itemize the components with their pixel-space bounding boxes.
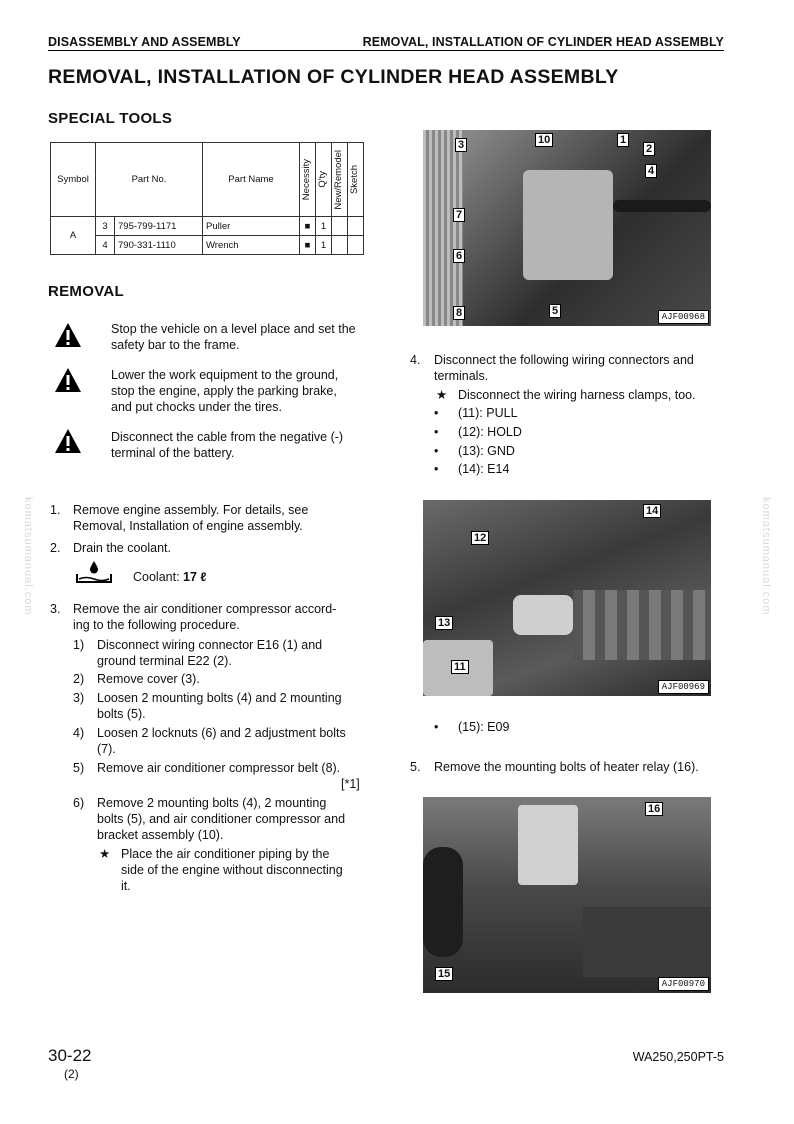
cell-num: 3 bbox=[96, 217, 115, 236]
col-necessity: Necessity bbox=[301, 158, 312, 201]
callout-5: 5 bbox=[549, 304, 561, 318]
substep-num: 6) bbox=[73, 796, 85, 810]
callout-4: 4 bbox=[645, 164, 657, 178]
substep-line: Loosen 2 locknuts (6) and 2 adjustment bolts bbox=[97, 726, 346, 740]
substep-num: 5) bbox=[73, 761, 85, 775]
reference-mark: [*1] bbox=[341, 777, 360, 791]
substep-line: (7). bbox=[97, 742, 116, 756]
col-new-remodel: New/Remodel bbox=[333, 149, 344, 210]
callout-14: 14 bbox=[643, 504, 661, 518]
substep-line: Remove cover (3). bbox=[97, 672, 200, 686]
compressor-bracket bbox=[523, 170, 613, 280]
photo-compressor bbox=[423, 130, 711, 326]
bracket bbox=[518, 805, 578, 885]
substep-line: Disconnect wiring connector E16 (1) and bbox=[97, 638, 323, 652]
watermark-right: komatsumanual.com bbox=[760, 497, 772, 616]
page-number: 30-22 bbox=[48, 1046, 92, 1065]
cell-part-name: Wrench bbox=[203, 236, 300, 255]
col-part-name: Part Name bbox=[203, 143, 300, 217]
substep-num: 3) bbox=[73, 691, 85, 705]
bullet-icon: • bbox=[434, 425, 439, 439]
step-3-line-2: ing to the following procedure. bbox=[73, 618, 240, 632]
col-sketch: Sketch bbox=[349, 164, 360, 195]
cell-num: 4 bbox=[96, 236, 115, 255]
warning-text-3: Disconnect the cable from the negative (-) terminal of the battery. bbox=[111, 430, 344, 460]
callout-13: 13 bbox=[435, 616, 453, 630]
star-note-line: Place the air conditioner piping by the bbox=[121, 847, 330, 861]
callout-8: 8 bbox=[453, 306, 465, 320]
bullet-icon: • bbox=[434, 720, 439, 734]
callout-7: 7 bbox=[453, 208, 465, 222]
bullet-icon: • bbox=[434, 462, 439, 476]
col-symbol: Symbol bbox=[51, 143, 96, 217]
bullet-11: (11): PULL bbox=[458, 406, 518, 420]
step-4-num: 4. bbox=[410, 353, 421, 367]
step-5-num: 5. bbox=[410, 760, 421, 774]
star-note-line: side of the engine without disconnecting bbox=[121, 863, 343, 877]
photo-heater-relay bbox=[423, 797, 711, 993]
bullet-15: (15): E09 bbox=[458, 720, 510, 734]
injection-pump bbox=[573, 590, 711, 660]
substep-num: 1) bbox=[73, 638, 85, 652]
substep-num: 4) bbox=[73, 726, 85, 740]
callout-2: 2 bbox=[643, 142, 655, 156]
cell-sketch bbox=[348, 217, 364, 236]
callout-10: 10 bbox=[535, 133, 553, 147]
coolant-line bbox=[133, 569, 207, 585]
relay-component bbox=[513, 595, 573, 635]
cell-new-remodel bbox=[332, 236, 348, 255]
cell-part-no: 795-799-1171 bbox=[115, 217, 203, 236]
hose bbox=[613, 200, 711, 212]
warning-icon bbox=[54, 367, 82, 393]
step-4-line: terminals. bbox=[434, 369, 489, 383]
photo-wiring bbox=[423, 500, 711, 696]
table-header-row bbox=[51, 143, 364, 217]
substep-line: bolts (5), and air conditioner compressor and bbox=[97, 812, 346, 826]
bullet-14: (14): E14 bbox=[458, 462, 510, 476]
step-4-line: Disconnect the following wiring connectors and bbox=[434, 353, 694, 367]
callout-1: 1 bbox=[617, 133, 629, 147]
header-rule bbox=[48, 50, 724, 51]
warning-text-1: Stop the vehicle on a level place and set the safety bar to the frame. bbox=[111, 322, 356, 352]
watermark-left: komatsumanual.com bbox=[22, 497, 34, 616]
cell-part-name: Puller bbox=[203, 217, 300, 236]
star-icon: ★ bbox=[99, 847, 111, 861]
warning-icon bbox=[54, 428, 82, 454]
step-1-line-1: Remove engine assembly. For details, see bbox=[73, 503, 309, 517]
cell-necessity: ■ bbox=[300, 217, 316, 236]
photo-code: AJF00969 bbox=[658, 680, 709, 694]
col-part-no: Part No. bbox=[96, 143, 203, 217]
bullet-icon: • bbox=[434, 406, 439, 420]
callout-6: 6 bbox=[453, 249, 465, 263]
cell-sketch bbox=[348, 236, 364, 255]
removal-heading: REMOVAL bbox=[48, 283, 124, 300]
substep-line: bolts (5). bbox=[97, 707, 146, 721]
col-qty: Q'ty bbox=[317, 171, 328, 188]
callout-11: 11 bbox=[451, 660, 469, 674]
star-icon: ★ bbox=[436, 388, 448, 402]
callout-3: 3 bbox=[455, 138, 467, 152]
model-number: WA250,250PT-5 bbox=[632, 1050, 724, 1064]
table-row bbox=[51, 236, 364, 255]
step-1-line-2: Removal, Installation of engine assembly. bbox=[73, 519, 303, 533]
step-3-line-1: Remove the air conditioner compressor accord- bbox=[73, 602, 337, 616]
cell-new-remodel bbox=[332, 217, 348, 236]
substep-line: bracket assembly (10). bbox=[97, 828, 224, 842]
special-tools-table bbox=[50, 142, 364, 255]
coolant-value: 17 ℓ bbox=[183, 570, 207, 584]
cell-symbol: A bbox=[51, 217, 96, 255]
step-5-text: Remove the mounting bolts of heater relay (16). bbox=[434, 760, 699, 774]
substep-num: 2) bbox=[73, 672, 85, 686]
coolant-label: Coolant: bbox=[133, 570, 184, 584]
header-right: REMOVAL, INSTALLATION OF CYLINDER HEAD ASSEMBLY bbox=[362, 35, 724, 49]
radiator-fins bbox=[423, 130, 463, 326]
page-title: REMOVAL, INSTALLATION OF CYLINDER HEAD ASSEMBLY bbox=[48, 66, 619, 88]
step-2-num: 2. bbox=[50, 541, 61, 555]
star-note-line: it. bbox=[121, 879, 131, 893]
step-4-star-note: Disconnect the wiring harness clamps, too. bbox=[458, 388, 696, 402]
cell-part-no: 790-331-1110 bbox=[115, 236, 203, 255]
step-1-num: 1. bbox=[50, 503, 61, 517]
photo-code: AJF00970 bbox=[658, 977, 709, 991]
intake-hose bbox=[423, 847, 463, 957]
engine-block bbox=[583, 907, 711, 977]
step-3-num: 3. bbox=[50, 602, 61, 616]
substep-line: Remove 2 mounting bolts (4), 2 mounting bbox=[97, 796, 327, 810]
step-2-text: Drain the coolant. bbox=[73, 541, 171, 555]
cell-qty: 1 bbox=[316, 217, 332, 236]
callout-15: 15 bbox=[435, 967, 453, 981]
bullet-icon: • bbox=[434, 444, 439, 458]
cell-qty: 1 bbox=[316, 236, 332, 255]
callout-16: 16 bbox=[645, 802, 663, 816]
warning-icon bbox=[54, 322, 82, 348]
callout-12: 12 bbox=[471, 531, 489, 545]
special-tools-heading: SPECIAL TOOLS bbox=[48, 110, 173, 127]
substep-line: Loosen 2 mounting bolts (4) and 2 mounting bbox=[97, 691, 342, 705]
bullet-13: (13): GND bbox=[458, 444, 515, 458]
table-row bbox=[51, 217, 364, 236]
coolant-drain-icon bbox=[74, 560, 114, 586]
header-left: DISASSEMBLY AND ASSEMBLY bbox=[48, 35, 241, 49]
page-sub: (2) bbox=[64, 1067, 79, 1081]
cell-necessity: ■ bbox=[300, 236, 316, 255]
bullet-12: (12): HOLD bbox=[458, 425, 522, 439]
substep-line: Remove air conditioner compressor belt (8). bbox=[97, 761, 341, 775]
warning-text-2: Lower the work equipment to the ground, stop the engine, apply the parking brake, and put chocks under the tires. bbox=[111, 368, 339, 414]
substep-line: ground terminal E22 (2). bbox=[97, 654, 232, 668]
photo-code: AJF00968 bbox=[658, 310, 709, 324]
